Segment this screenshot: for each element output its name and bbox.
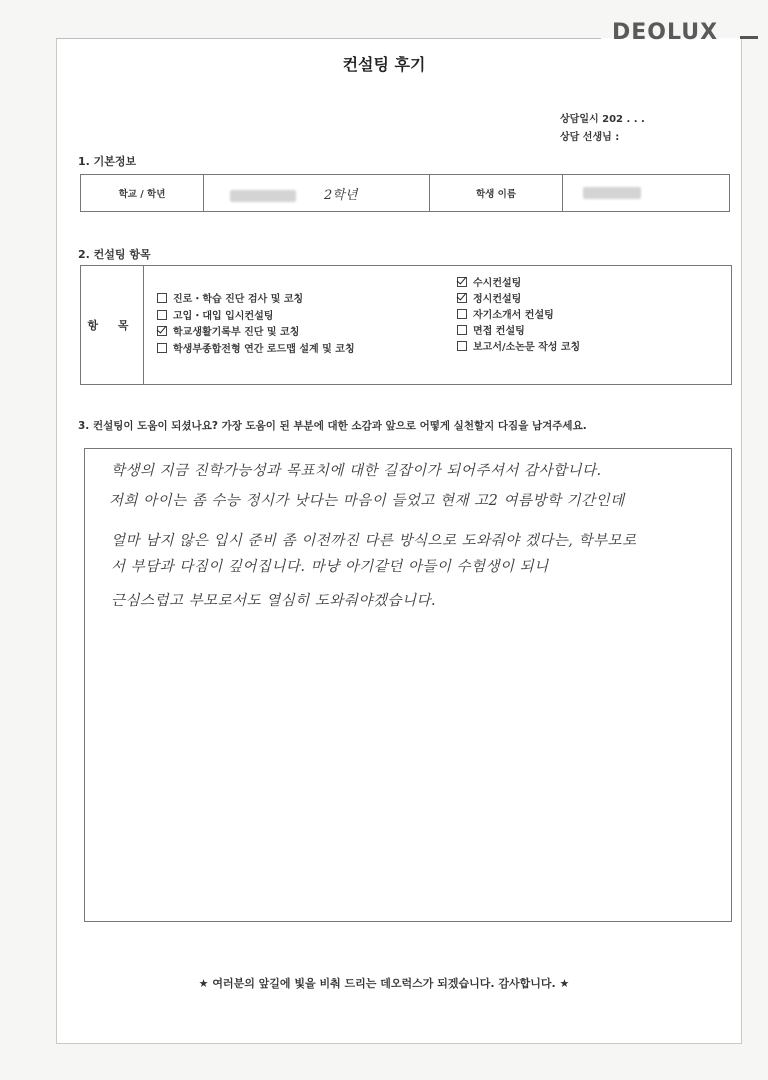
redacted-school bbox=[230, 190, 296, 202]
checkbox-checked-icon[interactable] bbox=[157, 326, 167, 336]
option-item[interactable]: 면접 컨설팅 bbox=[457, 324, 580, 340]
school-grade-label: 학교 / 학년 bbox=[81, 175, 204, 212]
school-grade-value bbox=[204, 175, 430, 212]
checkbox-icon[interactable] bbox=[457, 325, 467, 335]
feedback-line: 얼마 남지 않은 입시 준비 좀 이전까진 다른 방식으로 도와줘야 겠다는, 학부모로 bbox=[111, 533, 637, 549]
left-options bbox=[157, 292, 355, 358]
right-options bbox=[457, 276, 580, 356]
feedback-line: 저희 아이는 좀 수능 정시가 낫다는 마음이 들었고 현재 고2 여름방학 기간인데 bbox=[109, 493, 625, 509]
consulting-items-box bbox=[80, 265, 732, 385]
option-item[interactable]: 진로・학습 진단 검사 및 코칭 bbox=[157, 292, 355, 309]
brand-logo: DEOLUX bbox=[612, 20, 719, 45]
basic-info-table bbox=[80, 174, 730, 212]
footer-message: ★ 여러분의 앞길에 빛을 비춰 드리는 데오럭스가 되겠습니다. 감사합니다. ★ bbox=[198, 977, 570, 990]
brand-dash bbox=[740, 36, 758, 39]
option-item[interactable]: 수시컨설팅 bbox=[457, 276, 580, 292]
feedback-textarea[interactable] bbox=[84, 448, 732, 922]
checkbox-icon[interactable] bbox=[157, 293, 167, 303]
option-item[interactable]: 정시컨설팅 bbox=[457, 292, 580, 308]
student-name-label: 학생 이름 bbox=[430, 175, 563, 212]
option-item[interactable]: 자기소개서 컨설팅 bbox=[457, 308, 580, 324]
section-items-title: 2. 컨설팅 항목 bbox=[78, 248, 151, 261]
checkbox-icon[interactable] bbox=[457, 309, 467, 319]
section-feedback-title: 3. 컨설팅이 도움이 되셨나요? 가장 도움이 된 부분에 대한 소감과 앞으로 어떻게 실천할지 다짐을 남겨주세요. bbox=[78, 420, 587, 432]
redacted-student-name bbox=[583, 187, 641, 199]
checkbox-checked-icon[interactable] bbox=[457, 277, 467, 287]
feedback-line: 서 부담과 다짐이 깊어집니다. 마냥 아기같던 아들이 수험생이 되니 bbox=[111, 559, 549, 575]
feedback-line: 근심스럽고 부모로서도 열심히 도와줘야겠습니다. bbox=[111, 593, 437, 609]
grade-value: 2학년 bbox=[324, 187, 358, 203]
consult-date: 상담일시 202 . . . bbox=[560, 114, 645, 125]
section-basic-info-title: 1. 기본정보 bbox=[78, 155, 137, 168]
option-item[interactable]: 학생부종합전형 연간 로드맵 설계 및 코칭 bbox=[157, 342, 355, 359]
items-label: 항 목 bbox=[81, 266, 144, 384]
document-title: 컨설팅 후기 bbox=[342, 55, 426, 74]
checkbox-checked-icon[interactable] bbox=[457, 293, 467, 303]
checkbox-icon[interactable] bbox=[157, 310, 167, 320]
checkbox-icon[interactable] bbox=[157, 343, 167, 353]
option-item[interactable]: 보고서/소논문 작성 코칭 bbox=[457, 340, 580, 356]
feedback-line: 학생의 지금 진학가능성과 목표치에 대한 길잡이가 되어주셔서 감사합니다. bbox=[111, 463, 602, 479]
checkbox-icon[interactable] bbox=[457, 341, 467, 351]
student-name-value bbox=[563, 175, 730, 212]
top-rule bbox=[56, 38, 601, 39]
consult-teacher: 상담 선생님 : bbox=[560, 132, 620, 143]
option-item[interactable]: 고입・대입 입시컨설팅 bbox=[157, 309, 355, 326]
option-item[interactable]: 학교생활기록부 진단 및 코칭 bbox=[157, 325, 355, 342]
